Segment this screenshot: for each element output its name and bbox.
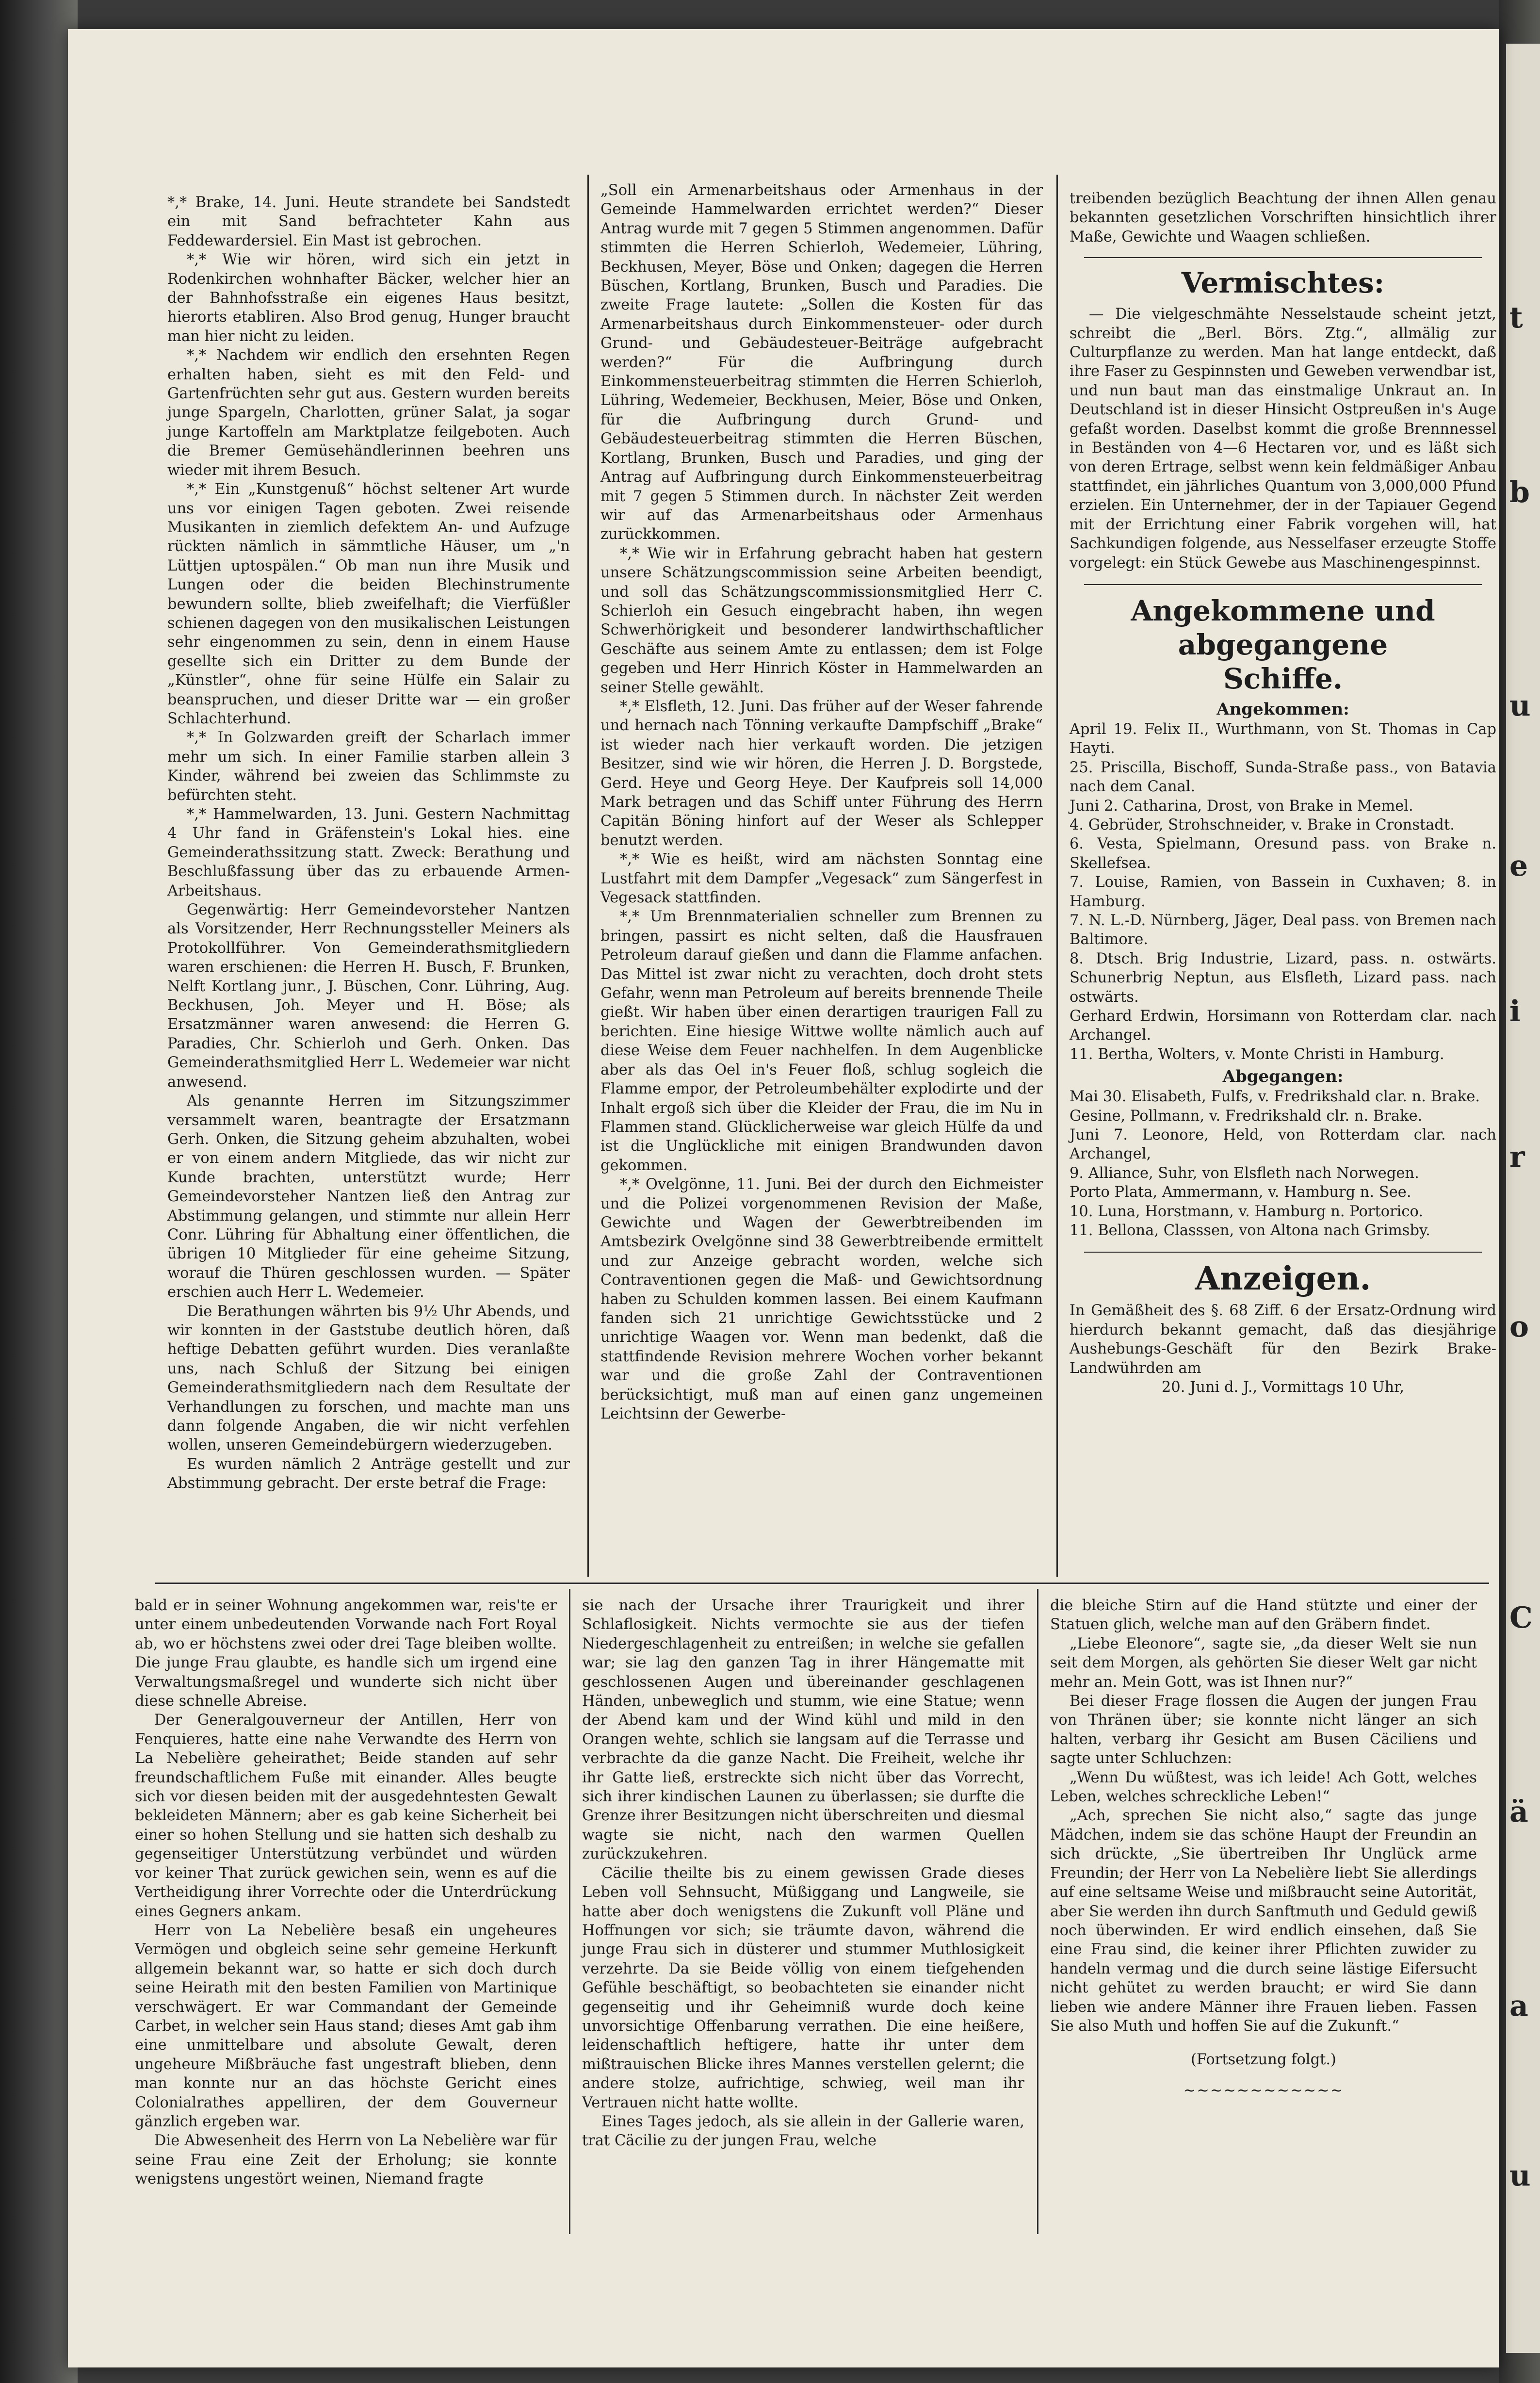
news-column-3 bbox=[1070, 189, 1496, 1397]
news-item-brake: *,* Brake, 14. Juni. Heute strandete bei Sandstedt ein mit Sand befrachteter Kahn aus Feddewardersiel. Ein Mast ist gebrochen. bbox=[167, 194, 570, 249]
feuilleton-column-3 bbox=[1050, 1596, 1477, 2100]
feuilleton-paragraph: Bei dieser Frage flossen die Augen der jungen Frau von Thränen über; sie konnte nicht länger an sich halten, verbarg ihr Gesicht am Busen Cäciliens und sagte unter Schluchzen: bbox=[1050, 1693, 1477, 1767]
ship-entry: 25. Priscilla, Bischoff, Sunda-Straße pass., von Batavia nach dem Canal. bbox=[1070, 759, 1496, 796]
ship-entry: 10. Luna, Horstmann, v. Hamburg n. Portorico. bbox=[1070, 1203, 1424, 1220]
news-column-2 bbox=[600, 181, 1043, 1423]
edge-letter: i bbox=[1509, 995, 1521, 1028]
news-item-rain: *,* Nachdem wir endlich den ersehnten Regen erhalten haben, sieht es mit den Feld- und Gartenfrüchten sehr gut aus. Gestern wurden bereits junge Spargeln, Charlotten, grüner Salat, ja sogar junge Kartoffeln am Marktplatze feilgeboten. Auch die Bremer Gemüsehändlerinnen beehren uns wieder mit ihrem Besuch. bbox=[167, 347, 570, 479]
ship-entry: 6. Vesta, Spielmann, Oresund pass. von Brake n. Skellefsea. bbox=[1070, 835, 1496, 872]
news-item-elsfleth: *,* Elsfleth, 12. Juni. Das früher auf der Weser fahrende und hernach nach Tönning verkaufte Dampfschiff „Brake“ ist wieder nach hier verkauft worden. Die jetzigen Besitzer, sind wie wir hören, die Herren J. D. Borgstede, Gerd. Heye und Georg Heye. Der Kaufpreis soll 14,000 Mark betragen und das Schiff unter Führung des Herrn Capitän Böning hinfort auf der Weser als Schlepper benutzt werden. bbox=[600, 698, 1043, 849]
ship-entry: Gesine, Pollmann, v. Fredrikshald clr. n. Brake. bbox=[1070, 1107, 1423, 1125]
section-rule bbox=[1084, 584, 1482, 585]
column-rule-4 bbox=[1037, 1589, 1038, 2234]
news-item-musicians: *,* Ein „Kunstgenuß“ höchst seltener Art wurde uns vor einigen Tagen geboten. Zwei reisende Musikanten in ziemlich defektem An- und Aufzuge rückten nämlich in sämmtliche Häuser, um „'n Lüttjen uptospälen.“ Ob man nun ihre Musik und Lungen oder die beiden Blechinstrumente bewundern sollte, blieb zweifelhaft; die Vierfüßler schienen dagegen von den musikalischen Leistungen sehr eingenommen zu sein, denn in einem Hause gesellte sich ein Dritter zu dem Bunde der „Künstler“, ohne für seine Hülfe ein Salair zu beanspruchen, und dieser Dritte war — ein großer Schlachterhund. bbox=[167, 481, 570, 727]
section-rule bbox=[1084, 1252, 1482, 1253]
anzeigen-date: 20. Juni d. J., Vormittags 10 Uhr, bbox=[1161, 1379, 1405, 1396]
continuation-note: (Fortsetzung folgt.) bbox=[1191, 2051, 1336, 2069]
ship-entry: Mai 30. Elisabeth, Fulfs, v. Fredrikshald clar. n. Brake. bbox=[1070, 1088, 1480, 1106]
ship-entry: 7. Louise, Ramien, von Bassein in Cuxhaven; 8. in Hamburg. bbox=[1070, 874, 1496, 910]
news-item-excursion: *,* Wie es heißt, wird am nächsten Sonntag eine Lustfahrt mit dem Dampfer „Vegesack“ zum Sängerfest in Vegesack stattfinden. bbox=[600, 851, 1043, 907]
feuilleton-paragraph: Der Generalgouverneur der Antillen, Herr von Fenquieres, hatte eine nahe Verwandte des Herrn von La Nebelière geheirathet; Beide standen auf sehr freundschaftlichem Fuße mit einander. Alles beugte sich vor diesen beiden mit der ausgedehntesten Gewalt bekleideten Männern; aber es gab keine Sicherheit bei einer so hohen Stellung und sie hatten sich deshalb zu gegenseitiger Unterstützung verbündet und würden vor keiner That zurück gewichen sein, wenn es auf die Vertheidigung ihrer Vorrechte oder die Unterdrückung eines Gegners ankam. bbox=[135, 1712, 557, 1920]
column-rule-2 bbox=[1056, 175, 1058, 1577]
news-item-attendance: Gegenwärtig: Herr Gemeindevorsteher Nantzen als Vorsitzender, Herr Rechnungssteller Meiners als Protokollführer. Von Gemeinderathsmitgliedern waren erschienen: die Herren H. Busch, F. Brunken, Nelft Kortlang junr., J. Büschen, Conr. Lühring, Aug. Beckhusen, Joh. Meyer und H. Böse; als Ersatzmänner waren anwesend: die Herren G. Paradies, Chr. Schierloh und Gerh. Onken. Das Gemeinderathsmitglied Herr L. Wedemeier war nicht anwesend. bbox=[167, 901, 570, 1091]
edge-letter: t bbox=[1509, 301, 1523, 335]
ship-entry: 4. Gebrüder, Strohschneider, v. Brake in Cronstadt. bbox=[1070, 816, 1455, 833]
feuilleton-paragraph: die bleiche Stirn auf die Hand stützte und einer der Statuen glich, welche man auf den Gräbern findet. bbox=[1050, 1597, 1477, 1633]
section-rule bbox=[1084, 257, 1482, 258]
news-item-debate: Die Berathungen währten bis 9½ Uhr Abends, und wir konnten in der Gaststube deutlich hören, daß heftige Debatten geführt wurden. Dies veranlaßte uns, nach Schluß der Sitzung bei einigen Gemeinderathsmitgliedern nach dem Resultate der Verhandlungen zu forschen, und machte man uns dann folgende Angaben, die wir nicht verfehlen wollen, unseren Gemeindebürgern wiederzugeben. bbox=[167, 1303, 570, 1454]
departed-label: Abgegangen: bbox=[1222, 1067, 1344, 1087]
news-item-session: Als genannte Herren im Sitzungszimmer versammelt waren, beantragte der Ersatzmann Gerh. Onken, die Sitzung geheim abzuhalten, wobei er von einem andern Mitgliede, das wir nicht zur Kunde brachten, unterstützt wurde; Herr Gemeindevorsteher Nantzen ließ den Antrag zur Abstimmung gelangen, und stimmte nur allein Herr Conr. Lühring für Abhaltung einer öffentlichen, die übrigen 10 Mitglieder für eine geheime Sitzung, worauf die Thüren geschlossen wurden. — Später erschien auch Herr L. Wedemeier. bbox=[167, 1093, 570, 1301]
edge-letter: a bbox=[1509, 1989, 1528, 2023]
edge-letter: b bbox=[1509, 475, 1530, 509]
edge-letter: ä bbox=[1509, 1795, 1528, 1829]
feuilleton-paragraph: Eines Tages jedoch, als sie allein in der Gallerie waren, trat Cäcilie zu der jungen Frau, welche bbox=[582, 2113, 1024, 2150]
feuilleton-paragraph: sie nach der Ursache ihrer Traurigkeit und ihrer Schlaflosigkeit. Nichts vermochte sie aus der tiefen Niedergeschlagenheit zu entreißen; in welche sie gefallen war; sie lag den ganzen Tag in ihrer Hängematte mit geschlossenen Augen und übereinander geschlagenen Händen, unbeweglich und stumm, wie eine Statue; wenn der Abend kam und der Wind kühl und mild in den Orangen wehte, schlich sie langsam auf die Terrasse und verbrachte da die ganze Nacht. Die Freiheit, welche ihr ihr Gatte ließ, erstreckte sich nicht über das Vorrecht, sich ihrer kindischen Launen zu überlassen; sie durfte die Grenze ihrer Besitzungen nicht überschreiten und diesmal wagte sie nicht, nach den warmen Quellen zurückzukehren. bbox=[582, 1597, 1024, 1863]
feuilleton-paragraph: Die Abwesenheit des Herrn von La Nebelière war für seine Frau eine Zeit der Erholung; sie konnte wenigstens ungestört weinen, Niemand fragte bbox=[135, 2132, 557, 2188]
news-item-continued: treibenden bezüglich Beachtung der ihnen Allen genau bekannten gesetzlichen Vorschriften hinsichtlich ihrer Maße, Gewichte und Waagen schließen. bbox=[1070, 190, 1496, 245]
feuilleton-column-1 bbox=[135, 1596, 557, 2189]
edge-letter: e bbox=[1509, 849, 1528, 883]
vermischtes-text: — Die vielgeschmähte Nesselstaude scheint jetzt, schreibt die „Berl. Börs. Ztg.“, allmälig zur Culturpflanze zu werden. Man hat lange entdeckt, daß ihre Faser zu Gespinnsten und Geweben verwendbar ist, und nun baut man das einstmalige Unkraut an. In Deutschland ist in dieser Hinsicht Ostpreußen in's Auge gefaßt worden. Daselbst kommt die große Brennnessel in Beständen von 4—6 Hectaren vor, und es läßt sich von deren Ertrage, selbst wenn kein feldmäßiger Anbau stattfindet, ein jährliches Quantum von 3,000,000 Pfund erzielen. Ein Unternehmer, der in der Tapiauer Gegend mit der Errichtung einer Fabrik vorgehen will, hat Sachkundigen folgende, aus Nesselfaser erzeugte Stoffe vorgelegt: ein Stück Gewebe aus Maschinengespinnst. bbox=[1070, 306, 1496, 571]
feuilleton-paragraph: bald er in seiner Wohnung angekommen war, reis'te er unter einem unbedeutenden Vorwande nach Fort Royal ab, wo er höchstens zwei oder drei Tage bleiben wollte. Die junge Frau glaubte, es handle sich um irgend eine Verwaltungsmaßregel und wunderte sich nicht über diese schnelle Abreise. bbox=[135, 1597, 557, 1710]
column-rule-3 bbox=[569, 1589, 570, 2234]
news-item-baker: *,* Wie wir hören, wird sich ein jetzt in Rodenkirchen wohnhafter Bäcker, welcher hier an der Bahnhofsstraße ein eigenes Haus besitzt, hierorts etabliren. Also Brod genug, Hunger braucht man hier nicht zu leiden. bbox=[167, 251, 570, 345]
book-spine bbox=[0, 0, 78, 2383]
news-column-1 bbox=[167, 193, 570, 1493]
ships-heading-line2: Schiffe. bbox=[1223, 662, 1343, 695]
feuilleton-paragraph: „Ach, sprechen Sie nicht also,“ sagte das junge Mädchen, indem sie das schöne Haupt der Freundin an sich drückte, „Sie übertreiben Ihr Unglück arme Freundin; der Herr von La Nebelière liebt Sie allerdings auf eine seltsame Weise und mißbraucht seine Autorität, aber Sie werden ihn durch Sanftmuth und Geduld gewiß noch überwinden. Er wird endlich einsehen, daß Sie eine Frau sind, die keiner ihrer Pflichten zuwider zu handeln vermag und die durch seine lästige Eifersucht nicht gehütet zu werden braucht; er wird Sie dann lieben wie andere Männer ihre Frauen lieben. Fassen Sie also Muth und hoffen Sie auf die Zukunft.“ bbox=[1050, 1807, 1477, 2035]
edge-letter: C bbox=[1509, 1601, 1533, 1635]
news-item-petroleum: *,* Um Brennmaterialien schneller zum Brennen zu bringen, passirt es nicht selten, daß die Hausfrauen Petroleum darauf gießen und dann die Flamme anfachen. Das Mittel ist zwar nicht zu verachten, doch droht stets Gefahr, wenn man Petroleum auf bereits brennende Theile gießt. Wir haben über einen derartigen traurigen Fall zu berichten. Eine hiesige Wittwe wollte nämlich auch auf diese Weise dem Feuer nachhelfen. In dem Augenblicke aber als das Oel in's Feuer floß, schlug sogleich die Flamme empor, der Petroleumbehälter explodirte und der Inhalt ergoß sich über die Kleider der Frau, die im Nu in Flammen stand. Glücklicherweise war gleich Hülfe da und ist die Unglückliche mit einigen Brandwunden davon gekommen. bbox=[600, 908, 1043, 1174]
ship-entry: 8. Dtsch. Brig Industrie, Lizard, pass. n. ostwärts. Schunerbrig Neptun, aus Elsfleth, Lizard pass. nach ostwärts. bbox=[1070, 950, 1496, 1006]
ship-entry: Porto Plata, Ammermann, v. Hamburg n. See. bbox=[1070, 1184, 1411, 1201]
closing-ornament: ~~~~~~~~~~~~ bbox=[1183, 2082, 1344, 2099]
edge-letter: u bbox=[1509, 2159, 1531, 2193]
feuilleton-paragraph: Herr von La Nebelière besaß ein ungeheures Vermögen und obgleich seine sehr gemeine Herkunft allgemein bekannt war, so hatte er sich doch durch seine Heirath mit den besten Familien von Martinique verschwägert. Er war Commandant der Gemeinde Carbet, in welcher sein Haus stand; dieses Amt gab ihm eine unmittelbare und absolute Gewalt, deren ungeheure Mißbräuche fast ungestraft blieben, denn man konnte nur an das höchste Gericht eines Colonialrathes appelliren, der dem Gouverneur gänzlich ergeben war. bbox=[135, 1922, 557, 2130]
feuilleton-divider bbox=[155, 1583, 1489, 1584]
ship-entry: Juni 7. Leonore, Held, von Rotterdam clar. nach Archangel, bbox=[1070, 1126, 1496, 1163]
column-rule-1 bbox=[587, 175, 589, 1577]
edge-letter: o bbox=[1509, 1310, 1529, 1344]
news-item-commission: *,* Wie wir in Erfahrung gebracht haben hat gestern unsere Schätzungscommission seine Arbeiten beendigt, und soll das Schätzungscommissionsmitglied Herr C. Schierloh ein Gesuch eingebracht haben, ihn wegen Schwerhörigkeit und besonderer landwirthschaftlicher Geschäfte aus seinem Amte zu entlassen; dem ist Folge gegeben und Herr Hinrich Köster in Hammelwarden an seiner Stelle gewählt. bbox=[600, 545, 1043, 696]
ship-entry: Gerhard Erdwin, Horsimann von Rotterdam clar. nach Archangel. bbox=[1070, 1008, 1496, 1044]
anzeigen-text: In Gemäßheit des §. 68 Ziff. 6 der Ersatz-Ordnung wird hierdurch bekannt gemacht, daß das diesjährige Aushebungs-Geschäft für den Bezirk Brake-Landwührden am bbox=[1070, 1302, 1496, 1377]
ship-entry: 11. Bellona, Classsen, von Altona nach Grimsby. bbox=[1070, 1222, 1430, 1240]
ship-entry: 9. Alliance, Suhr, von Elsfleth nach Norwegen. bbox=[1070, 1164, 1419, 1182]
edge-letter: r bbox=[1509, 1140, 1525, 1174]
ship-entry: Juni 2. Catharina, Drost, von Brake in Memel. bbox=[1070, 797, 1413, 815]
ship-entry: 7. N. L.-D. Nürnberg, Jäger, Deal pass. von Bremen nach Baltimore. bbox=[1070, 912, 1496, 948]
news-item-golzwarden: *,* In Golzwarden greift der Scharlach immer mehr um sich. In einer Familie starben allein 3 Kinder, während bei zweien das Schlimmste zu befürchten steht. bbox=[167, 729, 570, 804]
feuilleton-column-2 bbox=[582, 1596, 1024, 2151]
arrived-label: Angekommen: bbox=[1216, 699, 1349, 719]
news-item-vote: „Soll ein Armenarbeitshaus oder Armenhaus in der Gemeinde Hammelwarden errichtet werden?“ Dieser Antrag wurde mit 7 gegen 5 Stimmen angenommen. Dafür stimmten die Herren Schierloh, Wedemeier, Lühring, Beckhusen, Meyer, Böse und Onken; dagegen die Herren Büschen, Kortlang, Brunken, Busch und Paradies. Die zweite Frage lautete: „Sollen die Kosten für das Armenarbeitshaus durch Einkommensteuer- oder durch Grund- und Gebäudesteuer-Beiträge aufgebracht werden?“ Für die Aufbringung durch Einkommensteuerbeitrag stimmten die Herren Schierloh, Lühring, Wedemeier, Beckhusen, Meier, Böse und Onken, für die Aufbringung durch Grund- und Gebäudesteuerbeitrag stimmten die Herren Büschen, Kortlang, Brunken, Busch und Paradies, und ging der Antrag auf Aufbringung durch Einkommensteuerbeitrag mit 7 gegen 5 Stimmen durch. In nächster Zeit werden wir auf das Armenarbeitshaus oder Armenhaus zurückkommen. bbox=[600, 182, 1043, 543]
ship-entry: 11. Bertha, Wolters, v. Monte Christi in Hamburg. bbox=[1070, 1045, 1444, 1063]
feuilleton-paragraph: Cäcilie theilte bis zu einem gewissen Grade dieses Leben voll Sehnsucht, Müßiggang und Langweile, sie hatte aber doch wenigstens die Zukunft voll Pläne und Hoffnungen vor sich; sie träumte davon, während die junge Frau sich in düsterer und stummer Muthlosigkeit verzehrte. Da sie Beide völlig von einem tiefgehenden Gefühle beschäftigt, so beobachteten sie einander nicht gegenseitig und ihr Geheimniß wurde doch keine unvorsichtige Offenbarung verrathen. Die eine heißere, leidenschaftlich heftigere, hatte ihr unter dem mißtrauischen Blicke ihres Mannes verstellen gelernt; die andere stolze, aufrichtige, schwieg, weil man ihr Vertrauen nicht hatte wollte. bbox=[582, 1864, 1024, 2111]
news-item-ovelgoenne: *,* Ovelgönne, 11. Juni. Bei der durch den Eichmeister und die Polizei vorgenommenen Revision der Maße, Gewichte und Wagen der Gewerbtreibenden im Amtsbezirk Ovelgönne sind 38 Gewerbtreibende ermittelt und zur Anzeige gebracht worden, welche sich Contraventionen gegen die Maß- und Gewichtsordnung haben zu Schulden kommen lassen. Bei einem Kaufmann fanden sich 21 unrichtige Gewichtsstücke und 2 unrichtige Waagen vor. Wenn man bedenkt, daß die stattfindende Revision mehrere Wochen vorher bekannt war und die große Zahl der Contraventionen berücksichtigt, muß man auf einen ganz ungemeinen Leichtsinn der Gewerbe- bbox=[600, 1176, 1043, 1422]
news-item-hammelwarden: *,* Hammelwarden, 13. Juni. Gestern Nachmittag 4 Uhr fand in Gräfenstein's Lokal hies. eine Gemeinderathssitzung statt. Zweck: Berathung und Beschlußfassung über das zu erbauende Armen-Arbeitshaus. bbox=[167, 806, 570, 899]
feuilleton-paragraph: „Liebe Eleonore“, sagte sie, „da dieser Welt sie nun seit dem Morgen, als gehörten Sie dieser Welt gar nicht mehr an. Mein Gott, was ist Ihnen nur?“ bbox=[1050, 1635, 1477, 1691]
feuilleton-paragraph: „Wenn Du wüßtest, was ich leide! Ach Gott, welches Leben, welches schreckliche Leben!“ bbox=[1050, 1769, 1477, 1806]
edge-letter: u bbox=[1509, 689, 1531, 723]
ships-heading-line1: Angekommene und abgegangene bbox=[1131, 594, 1435, 661]
news-item-motions: Es wurden nämlich 2 Anträge gestellt und zur Abstimmung gebracht. Der erste betraf die Frage: bbox=[167, 1455, 570, 1492]
anzeigen-heading: Anzeigen. bbox=[1195, 1259, 1371, 1298]
ship-entry: April 19. Felix II., Wurthmann, von St. Thomas in Cap Hayti. bbox=[1070, 720, 1496, 757]
vermischtes-heading: Vermischtes: bbox=[1181, 266, 1385, 300]
